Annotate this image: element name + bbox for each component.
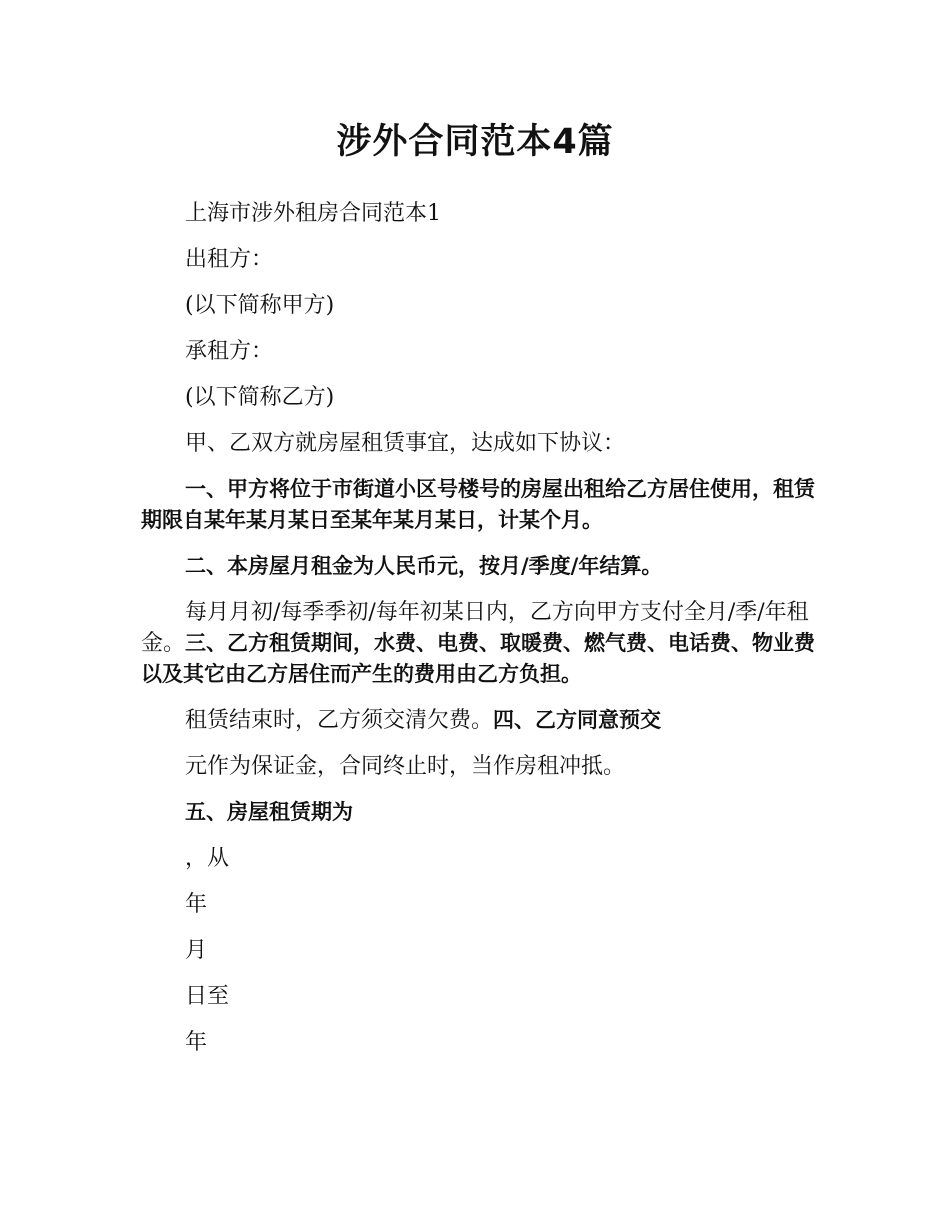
paragraph-lessor: 出租方： — [185, 247, 274, 272]
settlement-text: 租赁结束时，乙方须交清欠费。 — [185, 708, 494, 733]
paragraph-month: 月 — [185, 938, 208, 963]
paragraph-deposit: 元作为保证金，合同终止时，当作房租冲抵。 — [185, 754, 626, 779]
paragraph-contract-heading: 上海市涉外租房合同范本1 — [185, 201, 441, 226]
paragraph-payment-and-clause-3 — [141, 597, 816, 690]
payment-text: 每月月初/每季季初/每年初某日内，乙方向甲方支付全月/季/年租金。 — [141, 600, 809, 656]
paragraph-agreement-intro: 甲、乙双方就房屋租赁事宜，达成如下协议： — [185, 431, 626, 456]
paragraph-year: 年 — [185, 892, 208, 917]
paragraph-party-b-note: (以下简称乙方) — [185, 385, 335, 410]
paragraph-settlement-and-clause-4 — [141, 705, 816, 736]
paragraph-lessee: 承租方： — [185, 339, 274, 364]
document-title: 涉外合同范本4篇 — [336, 122, 614, 162]
document-body — [141, 198, 816, 1073]
paragraph-party-a-note: (以下简称甲方) — [185, 293, 335, 318]
paragraph-clause-5: 五、房屋租赁期为 — [185, 800, 353, 824]
clause-3-text: 三、乙方租赁期间，水费、电费、取暖费、燃气费、电话费、物业费以及其它由乙方居住而产生的费用由乙方负担。 — [141, 631, 816, 686]
paragraph-clause-2: 二、本房屋月租金为人民币元，按月/季度/年结算。 — [185, 554, 663, 578]
paragraph-from: ，从 — [185, 846, 230, 871]
paragraph-clause-1: 一、甲方将位于市街道小区号楼号的房屋出租给乙方居住使用，租赁期限自某年某月某日至某年某月某日，计某个月。 — [141, 477, 815, 532]
clause-4-text: 四、乙方同意预交 — [493, 708, 662, 732]
paragraph-year-end: 年 — [185, 1030, 208, 1055]
paragraph-day-to: 日至 — [185, 984, 230, 1009]
